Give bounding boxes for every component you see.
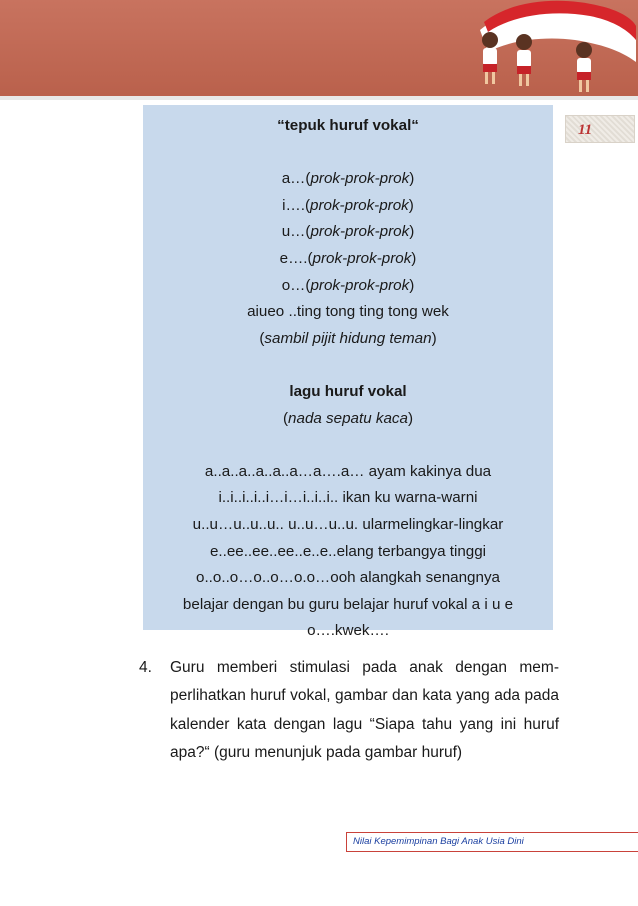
song-title: “tepuk huruf vokal“ <box>277 117 419 134</box>
song-box <box>143 105 553 640</box>
page-number: 11 <box>565 115 635 143</box>
song-line: u…(prok-prok-prok) <box>281 223 415 241</box>
children-flag-illustration <box>450 0 638 98</box>
song-line: e..ee..ee..ee..e..e..elang terbangya tinggi <box>209 542 487 560</box>
song-line: i..i..i..i..i…i…i..i..i.. ikan ku warna-warni <box>218 489 478 507</box>
footer-book-title: Nilai Kepemimpinan Bagi Anak Usia Dini <box>346 832 638 852</box>
song-line: a…(prok-prok-prok) <box>281 170 415 188</box>
step-text: Guru memberi stimulasi pada anak dengan mem-perlihatkan huruf vokal, gambar dan kata yang ada pada kalender kata dengan lagu “Siapa tahu yang ini huruf apa?“ (guru menunjuk pada gambar huruf) <box>170 659 559 762</box>
song-tune: (nada sepatu kaca) <box>282 409 414 427</box>
song-line: e….(prok-prok-prok) <box>279 249 417 267</box>
song-line: o….kwek…. <box>307 622 389 640</box>
song-note: (sambil pijit hidung teman) <box>259 329 437 347</box>
song-line: u..u…u..u..u.. u..u…u..u. ularmelingkar-lingkar <box>192 515 504 533</box>
song-title: lagu huruf vokal <box>289 382 407 400</box>
song-line: belajar dengan bu guru belajar huruf vokal a i u e <box>182 595 514 613</box>
song-line: o..o..o…o..o…o.o…ooh alangkah senangnya <box>196 569 500 587</box>
step-number: 4. <box>139 659 152 676</box>
song-line: o…(prok-prok-prok) <box>281 276 415 294</box>
song-chorus: aiueo ..ting tong ting tong wek <box>247 303 449 321</box>
song-line: a..a..a..a..a..a…a….a… ayam kakinya dua <box>204 462 492 480</box>
song-line: i….(prok-prok-prok) <box>282 196 414 214</box>
